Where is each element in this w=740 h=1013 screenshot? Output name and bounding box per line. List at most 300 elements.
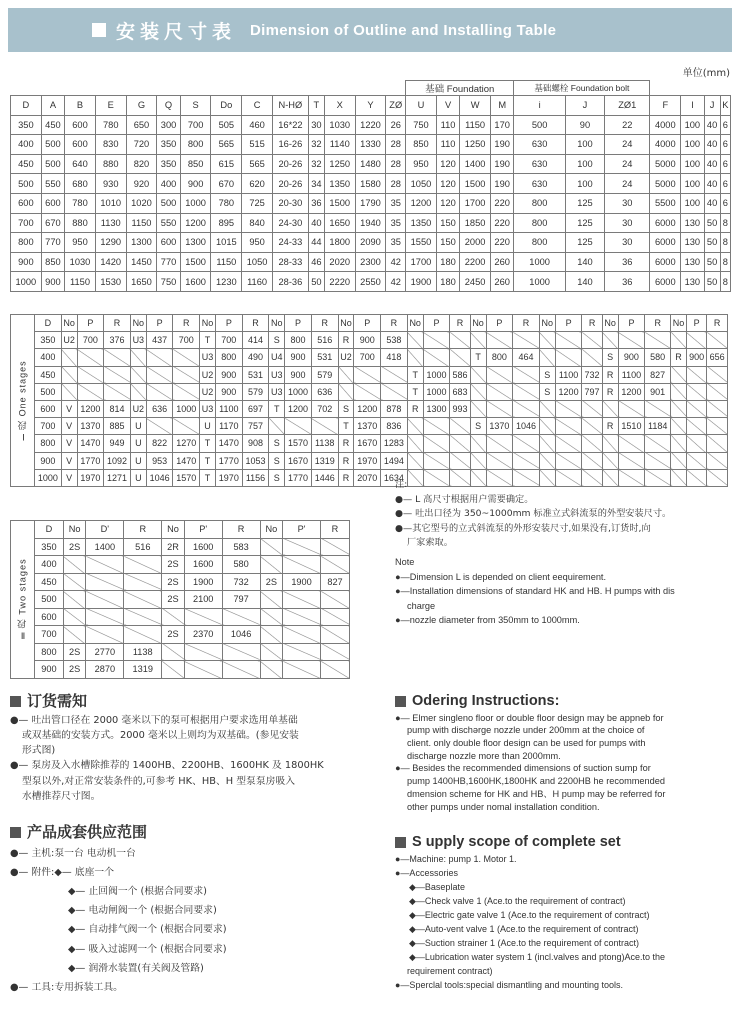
table-cell: 40: [308, 213, 324, 233]
order-zh-block: [10, 694, 375, 804]
table-cell: 900: [215, 366, 242, 383]
table-cell: [486, 435, 513, 452]
table-cell: 822: [146, 435, 173, 452]
table-cell: [86, 556, 124, 574]
column-header: K: [720, 96, 730, 116]
table-cell: [407, 349, 423, 366]
table-cell: 515: [242, 135, 273, 155]
table-cell: 6000: [650, 213, 681, 233]
table-cell: 1138: [124, 643, 162, 661]
table-cell: [450, 349, 470, 366]
table-cell: 2300: [355, 252, 386, 272]
table-cell: 836: [381, 418, 408, 435]
table-cell: 1450: [126, 252, 157, 272]
table-cell: 1200: [555, 383, 582, 400]
table-cell: 2S: [63, 643, 86, 661]
table-cell: 1271: [104, 469, 131, 486]
table-cell: 1150: [65, 272, 96, 292]
table-cell: 615: [211, 154, 242, 174]
table-cell: T: [200, 332, 216, 349]
table-cell: [124, 608, 162, 626]
table-cell: 490: [242, 349, 269, 366]
table-cell: 6000: [650, 272, 681, 292]
table-cell: [423, 452, 450, 469]
table-row: [11, 366, 728, 383]
table-cell: 260: [490, 272, 513, 292]
table-cell: 700: [173, 332, 200, 349]
table-cell: U: [200, 418, 216, 435]
column-header: R: [645, 315, 671, 332]
table-cell: [618, 452, 645, 469]
table-cell: 800: [514, 213, 565, 233]
table-cell: 1200: [285, 400, 312, 417]
table-cell: 2R: [162, 538, 185, 556]
table-cell: S: [338, 400, 354, 417]
table-cell: 720: [126, 135, 157, 155]
table-cell: 350: [157, 135, 180, 155]
table-row: [11, 591, 350, 609]
table-cell: [407, 452, 423, 469]
table-cell: 1000: [35, 469, 62, 486]
table-cell: 1650: [126, 272, 157, 292]
table-cell: 600: [65, 135, 96, 155]
table-cell: 5000: [650, 174, 681, 194]
column-header: i: [514, 96, 565, 116]
order-zh-title: 订货需知: [27, 692, 88, 710]
table-cell: 800: [486, 349, 513, 366]
table-cell: [146, 418, 173, 435]
table-cell: S: [269, 452, 285, 469]
table-cell: [184, 661, 222, 679]
section-square-icon: [10, 696, 21, 707]
table-cell: 1250: [460, 135, 491, 155]
table-cell: [582, 418, 602, 435]
two-stage-table: [10, 520, 350, 679]
column-header: No: [407, 315, 423, 332]
table-cell: [130, 383, 146, 400]
table-cell: [86, 591, 124, 609]
table-cell: 4000: [650, 115, 681, 135]
table-cell: 42: [386, 272, 406, 292]
table-cell: 780: [95, 115, 126, 135]
table-cell: [104, 383, 131, 400]
order-line: ●— 吐出管口径在 2000 毫米以下的泵可根据用户要求选用单基础: [10, 714, 298, 726]
table-cell: 1230: [211, 272, 242, 292]
supply-line: ◆—Baseplate: [409, 881, 465, 892]
column-header: T: [308, 96, 324, 116]
table-cell: [162, 661, 185, 679]
order-en-title: Odering Instructions:: [412, 693, 560, 709]
table-cell: [63, 626, 86, 644]
table-row: [11, 332, 728, 349]
table-cell: R: [602, 366, 618, 383]
table-cell: [555, 400, 582, 417]
table-cell: [283, 591, 321, 609]
table-cell: 640: [65, 154, 96, 174]
table-cell: 2770: [86, 643, 124, 661]
table-cell: 50: [308, 272, 324, 292]
table-cell: 900: [285, 366, 312, 383]
table-cell: 30: [605, 193, 650, 213]
table-cell: 1300: [423, 400, 450, 417]
table-cell: 1670: [354, 435, 381, 452]
title-banner: [8, 8, 732, 52]
table-cell: [283, 643, 321, 661]
table-cell: 1092: [104, 452, 131, 469]
table-cell: 600: [11, 193, 42, 213]
table-cell: 1184: [645, 418, 671, 435]
table-cell: [260, 608, 283, 626]
table-cell: [222, 643, 260, 661]
table-cell: 418: [381, 349, 408, 366]
table-cell: [321, 608, 350, 626]
table-cell: 630: [514, 174, 565, 194]
supply-line: ●—Machine: pump 1. Motor 1.: [395, 853, 517, 864]
order-line: 或双基础的安装方式。2000 毫米以上则均为双基础。(参见安装: [22, 729, 299, 741]
column-header: J: [565, 96, 604, 116]
note-line: charge: [407, 600, 436, 611]
table-cell: 1370: [77, 418, 104, 435]
table-cell: [63, 591, 86, 609]
table-cell: 565: [242, 154, 273, 174]
table-cell: 1200: [180, 213, 211, 233]
table-cell: 770: [157, 252, 180, 272]
table-cell: R: [338, 435, 354, 452]
table-cell: 20-30: [272, 193, 308, 213]
table-cell: 700: [77, 332, 104, 349]
table-cell: [602, 452, 618, 469]
table-row: [11, 435, 728, 452]
column-header: A: [41, 96, 64, 116]
table-cell: [513, 332, 540, 349]
table-cell: 1000: [423, 383, 450, 400]
column-header: P': [184, 521, 222, 539]
table-cell: 900: [354, 332, 381, 349]
column-header: P: [354, 315, 381, 332]
table-cell: 725: [242, 193, 273, 213]
table-cell: 8: [720, 252, 730, 272]
table-cell: 702: [311, 400, 338, 417]
table-cell: U2: [200, 383, 216, 400]
table-cell: 30: [605, 233, 650, 253]
table-cell: 531: [242, 366, 269, 383]
table-cell: 1900: [283, 573, 321, 591]
table-row: [11, 174, 731, 194]
table-cell: [513, 400, 540, 417]
column-header: No: [130, 315, 146, 332]
table-row: [11, 661, 350, 679]
table-cell: [63, 573, 86, 591]
column-header: P: [618, 315, 645, 332]
table-cell: 1170: [215, 418, 242, 435]
table-cell: U3: [200, 400, 216, 417]
table-cell: 28-36: [272, 272, 308, 292]
table-cell: 1000: [285, 383, 312, 400]
column-header: No: [63, 521, 86, 539]
table-cell: 2S: [162, 591, 185, 609]
column-header: R: [582, 315, 602, 332]
column-header: No: [602, 315, 618, 332]
table-cell: [486, 366, 513, 383]
table-cell: 26: [386, 115, 406, 135]
table-cell: 950: [242, 233, 273, 253]
table-cell: 130: [681, 233, 704, 253]
table-cell: [671, 418, 687, 435]
table-cell: [338, 383, 354, 400]
table-cell: 50: [704, 252, 720, 272]
table-cell: [470, 383, 486, 400]
column-header: P: [423, 315, 450, 332]
table-cell: [146, 366, 173, 383]
table-cell: 190: [490, 174, 513, 194]
table-cell: [686, 435, 706, 452]
table-cell: 1020: [126, 193, 157, 213]
table-cell: 1030: [65, 252, 96, 272]
table-cell: 130: [681, 252, 704, 272]
table-cell: R: [338, 469, 354, 486]
order-line: ●— Elmer singleno floor or double floor design may be appneb for: [395, 712, 664, 723]
table-cell: 1100: [215, 400, 242, 417]
table-cell: 697: [242, 400, 269, 417]
table-cell: [63, 556, 86, 574]
table-cell: 732: [222, 573, 260, 591]
table-cell: 32: [308, 135, 324, 155]
table-cell: [470, 332, 486, 349]
table-cell: 1030: [324, 115, 355, 135]
table-cell: 36: [308, 193, 324, 213]
column-header: N-HØ: [272, 96, 308, 116]
table-cell: 1800: [324, 233, 355, 253]
supply-line: ●— 工具:专用拆装工具。: [10, 982, 123, 994]
table-cell: [645, 332, 671, 349]
table-cell: [338, 366, 354, 383]
table-cell: 700: [35, 418, 62, 435]
table-cell: 24: [605, 174, 650, 194]
table-cell: [671, 383, 687, 400]
table-cell: 100: [681, 135, 704, 155]
table-cell: [354, 383, 381, 400]
table-cell: [686, 418, 706, 435]
table-cell: 630: [514, 135, 565, 155]
table-cell: 1900: [184, 573, 222, 591]
table-cell: S: [269, 332, 285, 349]
table-cell: 800: [11, 233, 42, 253]
column-header: Q: [157, 96, 180, 116]
table-cell: [470, 452, 486, 469]
table-cell: T: [407, 383, 423, 400]
table-cell: [269, 418, 285, 435]
table-cell: 36: [605, 252, 650, 272]
table-cell: [539, 400, 555, 417]
table-cell: U: [130, 435, 146, 452]
table-cell: 1200: [406, 193, 437, 213]
table-cell: [173, 366, 200, 383]
table-cell: [707, 418, 728, 435]
table-cell: 140: [565, 272, 604, 292]
table-cell: 32: [308, 154, 324, 174]
table-cell: 636: [146, 400, 173, 417]
table-row: [11, 213, 731, 233]
table-cell: [470, 366, 486, 383]
table-cell: 130: [681, 213, 704, 233]
table-cell: [686, 383, 706, 400]
table-cell: [86, 608, 124, 626]
table-cell: [513, 452, 540, 469]
order-line: dmension scheme for HK and HB、H pump may be referred for: [407, 788, 666, 799]
table-cell: 1050: [406, 174, 437, 194]
section-square-icon: [395, 696, 406, 707]
table-cell: [354, 366, 381, 383]
table-cell: 750: [406, 115, 437, 135]
table-cell: 1150: [126, 213, 157, 233]
table-cell: 190: [490, 154, 513, 174]
order-line: pump 1400HB,1600HK,1800HK and 2200HB he recommended: [407, 776, 665, 787]
table-cell: [686, 400, 706, 417]
table-cell: 880: [65, 213, 96, 233]
table-cell: 814: [104, 400, 131, 417]
table-cell: 2020: [324, 252, 355, 272]
table-cell: 1015: [211, 233, 242, 253]
table-cell: R: [407, 400, 423, 417]
table-cell: [61, 366, 77, 383]
table-cell: U3: [269, 366, 285, 383]
table-cell: 1160: [242, 272, 273, 292]
table-cell: [450, 332, 470, 349]
order-line: other pumps under nomal installation condition.: [407, 801, 600, 812]
table-cell: [283, 608, 321, 626]
table-cell: [486, 400, 513, 417]
table-cell: 1250: [324, 154, 355, 174]
table-cell: 1570: [285, 435, 312, 452]
table-cell: 1200: [77, 400, 104, 417]
table-cell: 500: [514, 115, 565, 135]
table-cell: 1446: [311, 469, 338, 486]
table-cell: [582, 400, 602, 417]
title-zh: 安装尺寸表: [116, 20, 237, 43]
dimension-table: [10, 80, 731, 292]
table-cell: 28: [386, 154, 406, 174]
table-cell: 770: [41, 233, 64, 253]
table-cell: 920: [126, 174, 157, 194]
table-cell: U3: [269, 383, 285, 400]
table-cell: 656: [707, 349, 728, 366]
column-header: P: [215, 315, 242, 332]
table-cell: [173, 418, 200, 435]
supply-line: ●—Accessories: [395, 867, 458, 878]
table-row: [11, 272, 731, 292]
table-cell: T: [269, 400, 285, 417]
table-cell: 2200: [460, 252, 491, 272]
table-cell: 50: [704, 272, 720, 292]
table-cell: [77, 349, 104, 366]
table-cell: 579: [311, 366, 338, 383]
table-cell: 40: [704, 174, 720, 194]
table-cell: 450: [35, 366, 62, 383]
table-cell: [321, 626, 350, 644]
table-cell: 28: [386, 135, 406, 155]
table-cell: T: [407, 366, 423, 383]
table-cell: T: [200, 452, 216, 469]
table-row: [11, 135, 731, 155]
table-cell: 757: [242, 418, 269, 435]
notes-head-en: Note: [395, 556, 415, 567]
supply-zh-block: [10, 825, 375, 997]
table-cell: 850: [180, 154, 211, 174]
table-cell: [645, 400, 671, 417]
table-cell: 1350: [406, 213, 437, 233]
column-header: E: [95, 96, 126, 116]
supply-zh-title: 产品成套供应范围: [27, 823, 148, 841]
table-cell: 1650: [324, 213, 355, 233]
column-header: R: [222, 521, 260, 539]
table-cell: 1370: [354, 418, 381, 435]
table-cell: 450: [41, 115, 64, 135]
table-cell: 36: [605, 272, 650, 292]
table-cell: [61, 349, 77, 366]
table-cell: [407, 332, 423, 349]
table-cell: 700: [35, 626, 64, 644]
table-cell: 630: [514, 154, 565, 174]
table-cell: 16-26: [272, 135, 308, 155]
table-cell: 180: [436, 252, 459, 272]
column-header: R: [173, 315, 200, 332]
table-row: [11, 418, 728, 435]
table-cell: [423, 435, 450, 452]
table-cell: [61, 383, 77, 400]
table-row: [11, 452, 728, 469]
column-header: P: [77, 315, 104, 332]
table-cell: [602, 332, 618, 349]
notes-block: [395, 478, 735, 628]
table-cell: [381, 383, 408, 400]
table-cell: 800: [514, 193, 565, 213]
table-row: [11, 115, 731, 135]
table-cell: 878: [381, 400, 408, 417]
table-cell: [671, 366, 687, 383]
table-cell: 1480: [355, 154, 386, 174]
table-cell: 670: [41, 213, 64, 233]
table-cell: 1970: [77, 469, 104, 486]
column-header: P: [686, 315, 706, 332]
table-cell: 100: [565, 135, 604, 155]
table-cell: 2S: [63, 661, 86, 679]
column-header: B: [65, 96, 96, 116]
table-cell: 800: [285, 332, 312, 349]
column-header: F: [650, 96, 681, 116]
table-row: [11, 556, 350, 574]
order-line: 形式图): [22, 745, 56, 757]
column-header: X: [324, 96, 355, 116]
table-cell: S: [470, 418, 486, 435]
column-header: D: [35, 315, 62, 332]
table-cell: 600: [35, 608, 64, 626]
column-header: V: [436, 96, 459, 116]
table-cell: 1000: [514, 272, 565, 292]
table-cell: 1500: [460, 174, 491, 194]
table-cell: 1330: [355, 135, 386, 155]
table-cell: [555, 349, 582, 366]
table-cell: 1970: [215, 469, 242, 486]
table-cell: U2: [130, 400, 146, 417]
table-cell: 900: [41, 272, 64, 292]
table-row: [11, 233, 731, 253]
column-header: No: [539, 315, 555, 332]
column-header: ZØ: [386, 96, 406, 116]
table-cell: [222, 608, 260, 626]
table-cell: [184, 608, 222, 626]
table-cell: [555, 332, 582, 349]
column-header: R: [321, 521, 350, 539]
